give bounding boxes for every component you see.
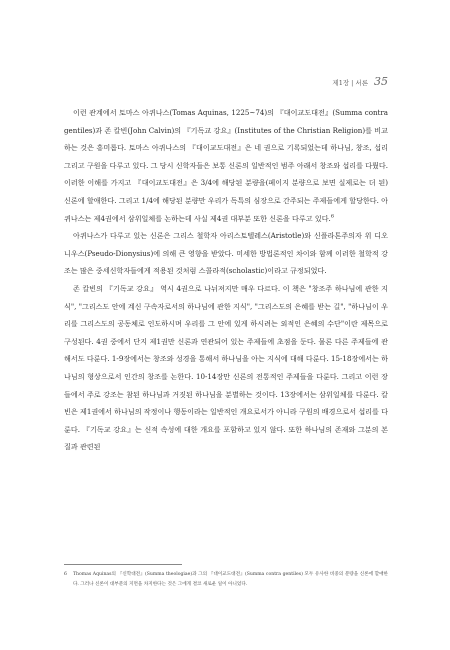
paragraph: 이런 관계에서 토마스 아퀴나스(Tomas Aquinas, 1225~74)의 『대이교도대전』(Summa contra gentiles)과 존 칼빈(John Calvin)의 『기독교 강요』(Institutes of the Christian Religion)를 비교하는 것은 흥미롭다. 토마스 아퀴나스의 『대이교도대전』은 네 권으로 기록되었는데 하나님, 창조, 섭리 그리고 구원을 다루고 있다. 그 당시 신학자들은 보통 신론의 일반적인 범주 아래서 창조와 섭리를 다뤘다. 이러한 이해를 가지고 『대이교도대전』은 3/4에 해당된 분량을(페이지 분량으로 보면 실제로는 더 된) 신론에 할애한다. 그리고 1/4에 해당된 분량만 우리가 독특의 심장으로 간주되는 주제들에게 할당한다. 아퀴나스는 제4권에서 삼위일체를 논하는데 사실 제4권 대부분 또한 신론을 다루고 있다.$^6$: [64, 108, 388, 223]
running-header: [332, 75, 388, 88]
footnote: [64, 570, 388, 589]
footnote-divider: [64, 564, 182, 565]
footnote-text: Thomas Aquinas의 『신학대전』(Summa theologiae)과 그의 『대이교도대전』(Summa contra gentiles) 모두 유사한 비중의 분량을 신론에 할애한다. 그러나 신론이 대부분의 지면을 차지한다는 것은 그에게 결코 새로운 일이 아니었다.: [72, 572, 388, 587]
chapter-title: 제1장 | 서론: [332, 79, 368, 87]
body-text: [64, 104, 388, 456]
footnote-marker[interactable]: 6: [330, 213, 335, 220]
paragraph: 아퀴나스가 다루고 있는 신론은 그리스 철학자 아리스토텔레스(Aristotle)와 신플라톤주의자 위 디오니우스(Pseudo-Dionysius)에 의해 큰 영향을 받았다. 미세한 방법론적인 차이와 함께 이러한 철학적 강조는 많은 중세신학자들에게 적용된 것처럼 스콜라적(scholastic)이라고 규정되었다.: [64, 231, 388, 276]
paragraph: 존 칼빈의 『기독교 강요』 역시 4권으로 나뉘져지만 매우 다르다. 이 책은 "창조주 하나님에 관한 지식", "그리스도 안에 계신 구속자로서의 하나님에 관한 지식", "그리스도의 은혜를 받는 길", "하나님이 우리를 그리스도의 공동체로 인도하시며 우리를 그 안에 있게 하시려는 외적인 은혜의 수단"이란 제목으로 구성된다. 4권 중에서 단지 제1권만 신론과 연관되어 있는 주제들에 초점을 둔다. 물론 다른 주제들에 관해서도 다룬다. 1-9장에서는 창조와 성경을 통해서 하나님을 아는 지식에 대해 다룬다. 15-18장에서는 하나님의 형상으로서 인간의 창조를 논한다. 10-14장만 신론의 전통적인 주제들을 다룬다. 그리고 이런 장들에서 주로 강조는 참된 하나님과 거짓된 하나님을 분별하는 것이다. 13장에서는 삼위일체를 다룬다. 칼빈은 제1권에서 하나님의 작정이나 행동이라는 일반적인 개요로서가 아니라 구원의 배경으로서 섭리를 다룬다. 『기독교 강요』는 신적 속성에 대한 개요를 포함하고 있지 않다. 또한 하나님의 존재와 그분의 본질과 관련된: [64, 283, 388, 452]
footnote-number: 6: [64, 572, 67, 577]
page-number: 35: [374, 75, 388, 88]
